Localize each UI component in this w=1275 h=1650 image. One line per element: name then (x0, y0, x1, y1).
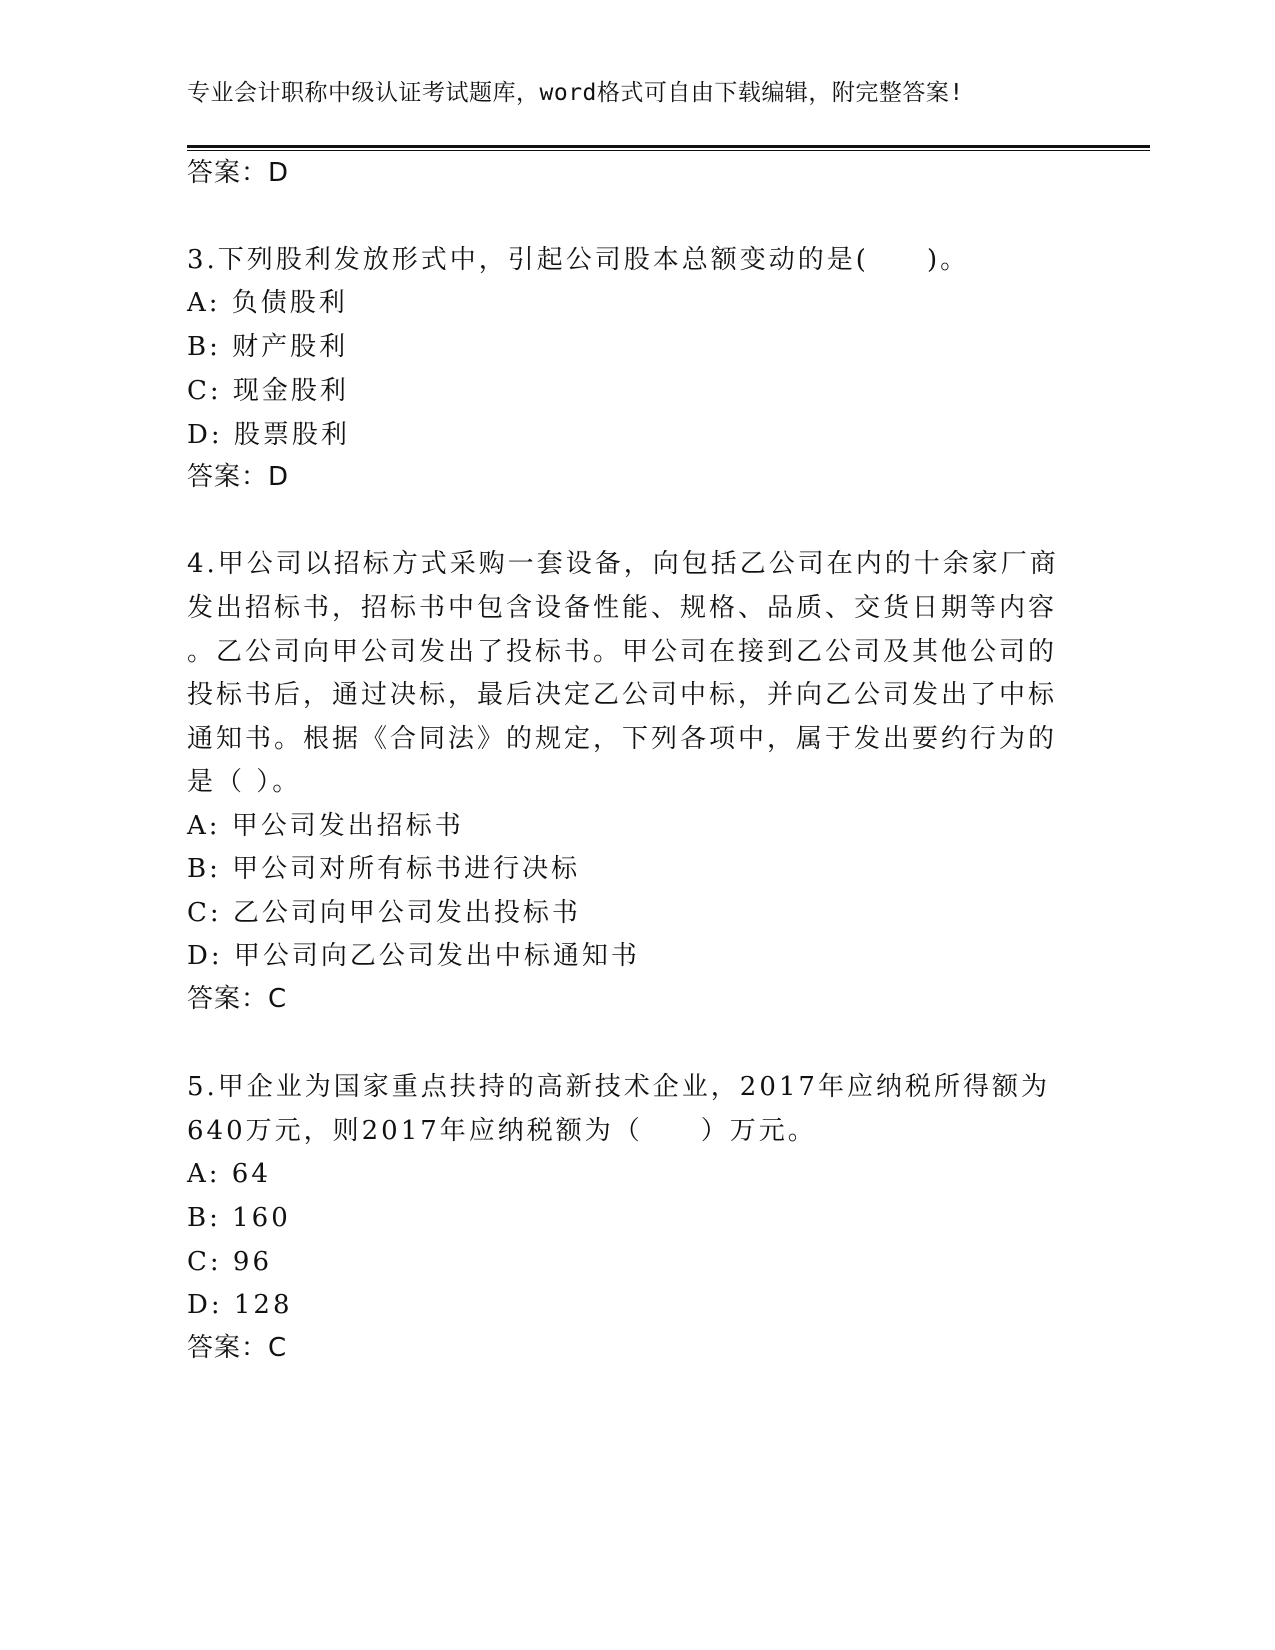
question-4-stem-line: 通知书。根据《合同法》的规定，下列各项中，属于发出要约行为的 (187, 724, 1058, 754)
question-4-stem-line: 是（ ）。 (187, 767, 302, 797)
question-4-stem-line: 4.甲公司以招标方式采购一套设备，向包括乙公司在内的十余家厂商 (187, 549, 1059, 579)
header-rule-thin (187, 150, 1150, 151)
question-3-answer: 答案：D (187, 462, 290, 492)
question-4-option-d: D: 甲公司向乙公司发出中标通知书 (187, 941, 640, 971)
question-4-option-a: A: 甲公司发出招标书 (187, 811, 464, 841)
page-header: 专业会计职称中级认证考试题库，word格式可自由下载编辑，附完整答案! (187, 80, 964, 106)
question-3-option-b: B: 财产股利 (187, 332, 349, 362)
question-5-option-c: C: 96 (187, 1247, 273, 1277)
question-4-stem-line: 投标书后，通过决标，最后决定乙公司中标，并向乙公司发出了中标 (187, 680, 1058, 710)
question-4-answer: 答案：C (187, 984, 288, 1014)
question-3-stem-line: 3.下列股利发放形式中，引起公司股本总额变动的是( )。 (187, 245, 970, 275)
previous-answer: 答案：D (187, 158, 290, 188)
question-4-stem-line: 发出招标书，招标书中包含设备性能、规格、品质、交货日期等内容 (187, 593, 1058, 623)
question-4-option-b: B: 甲公司对所有标书进行决标 (187, 854, 581, 884)
header-rule-thick (187, 145, 1150, 148)
question-5-stem-line: 640万元，则2017年应纳税额为（ ）万元。 (187, 1116, 817, 1146)
question-4-option-c: C: 乙公司向甲公司发出投标书 (187, 898, 581, 928)
question-5-answer: 答案：C (187, 1333, 288, 1363)
question-3-option-a: A: 负债股利 (187, 288, 348, 318)
question-5-option-a: A: 64 (187, 1159, 271, 1189)
question-5-stem-line: 5.甲企业为国家重点扶持的高新技术企业，2017年应纳税所得额为 (187, 1072, 1050, 1102)
question-3-option-c: C: 现金股利 (187, 376, 349, 406)
question-5-option-d: D: 128 (187, 1290, 293, 1320)
question-4-stem-line: 。乙公司向甲公司发出了投标书。甲公司在接到乙公司及其他公司的 (187, 637, 1058, 667)
question-5-option-b: B: 160 (187, 1203, 291, 1233)
question-3-option-d: D: 股票股利 (187, 420, 350, 450)
